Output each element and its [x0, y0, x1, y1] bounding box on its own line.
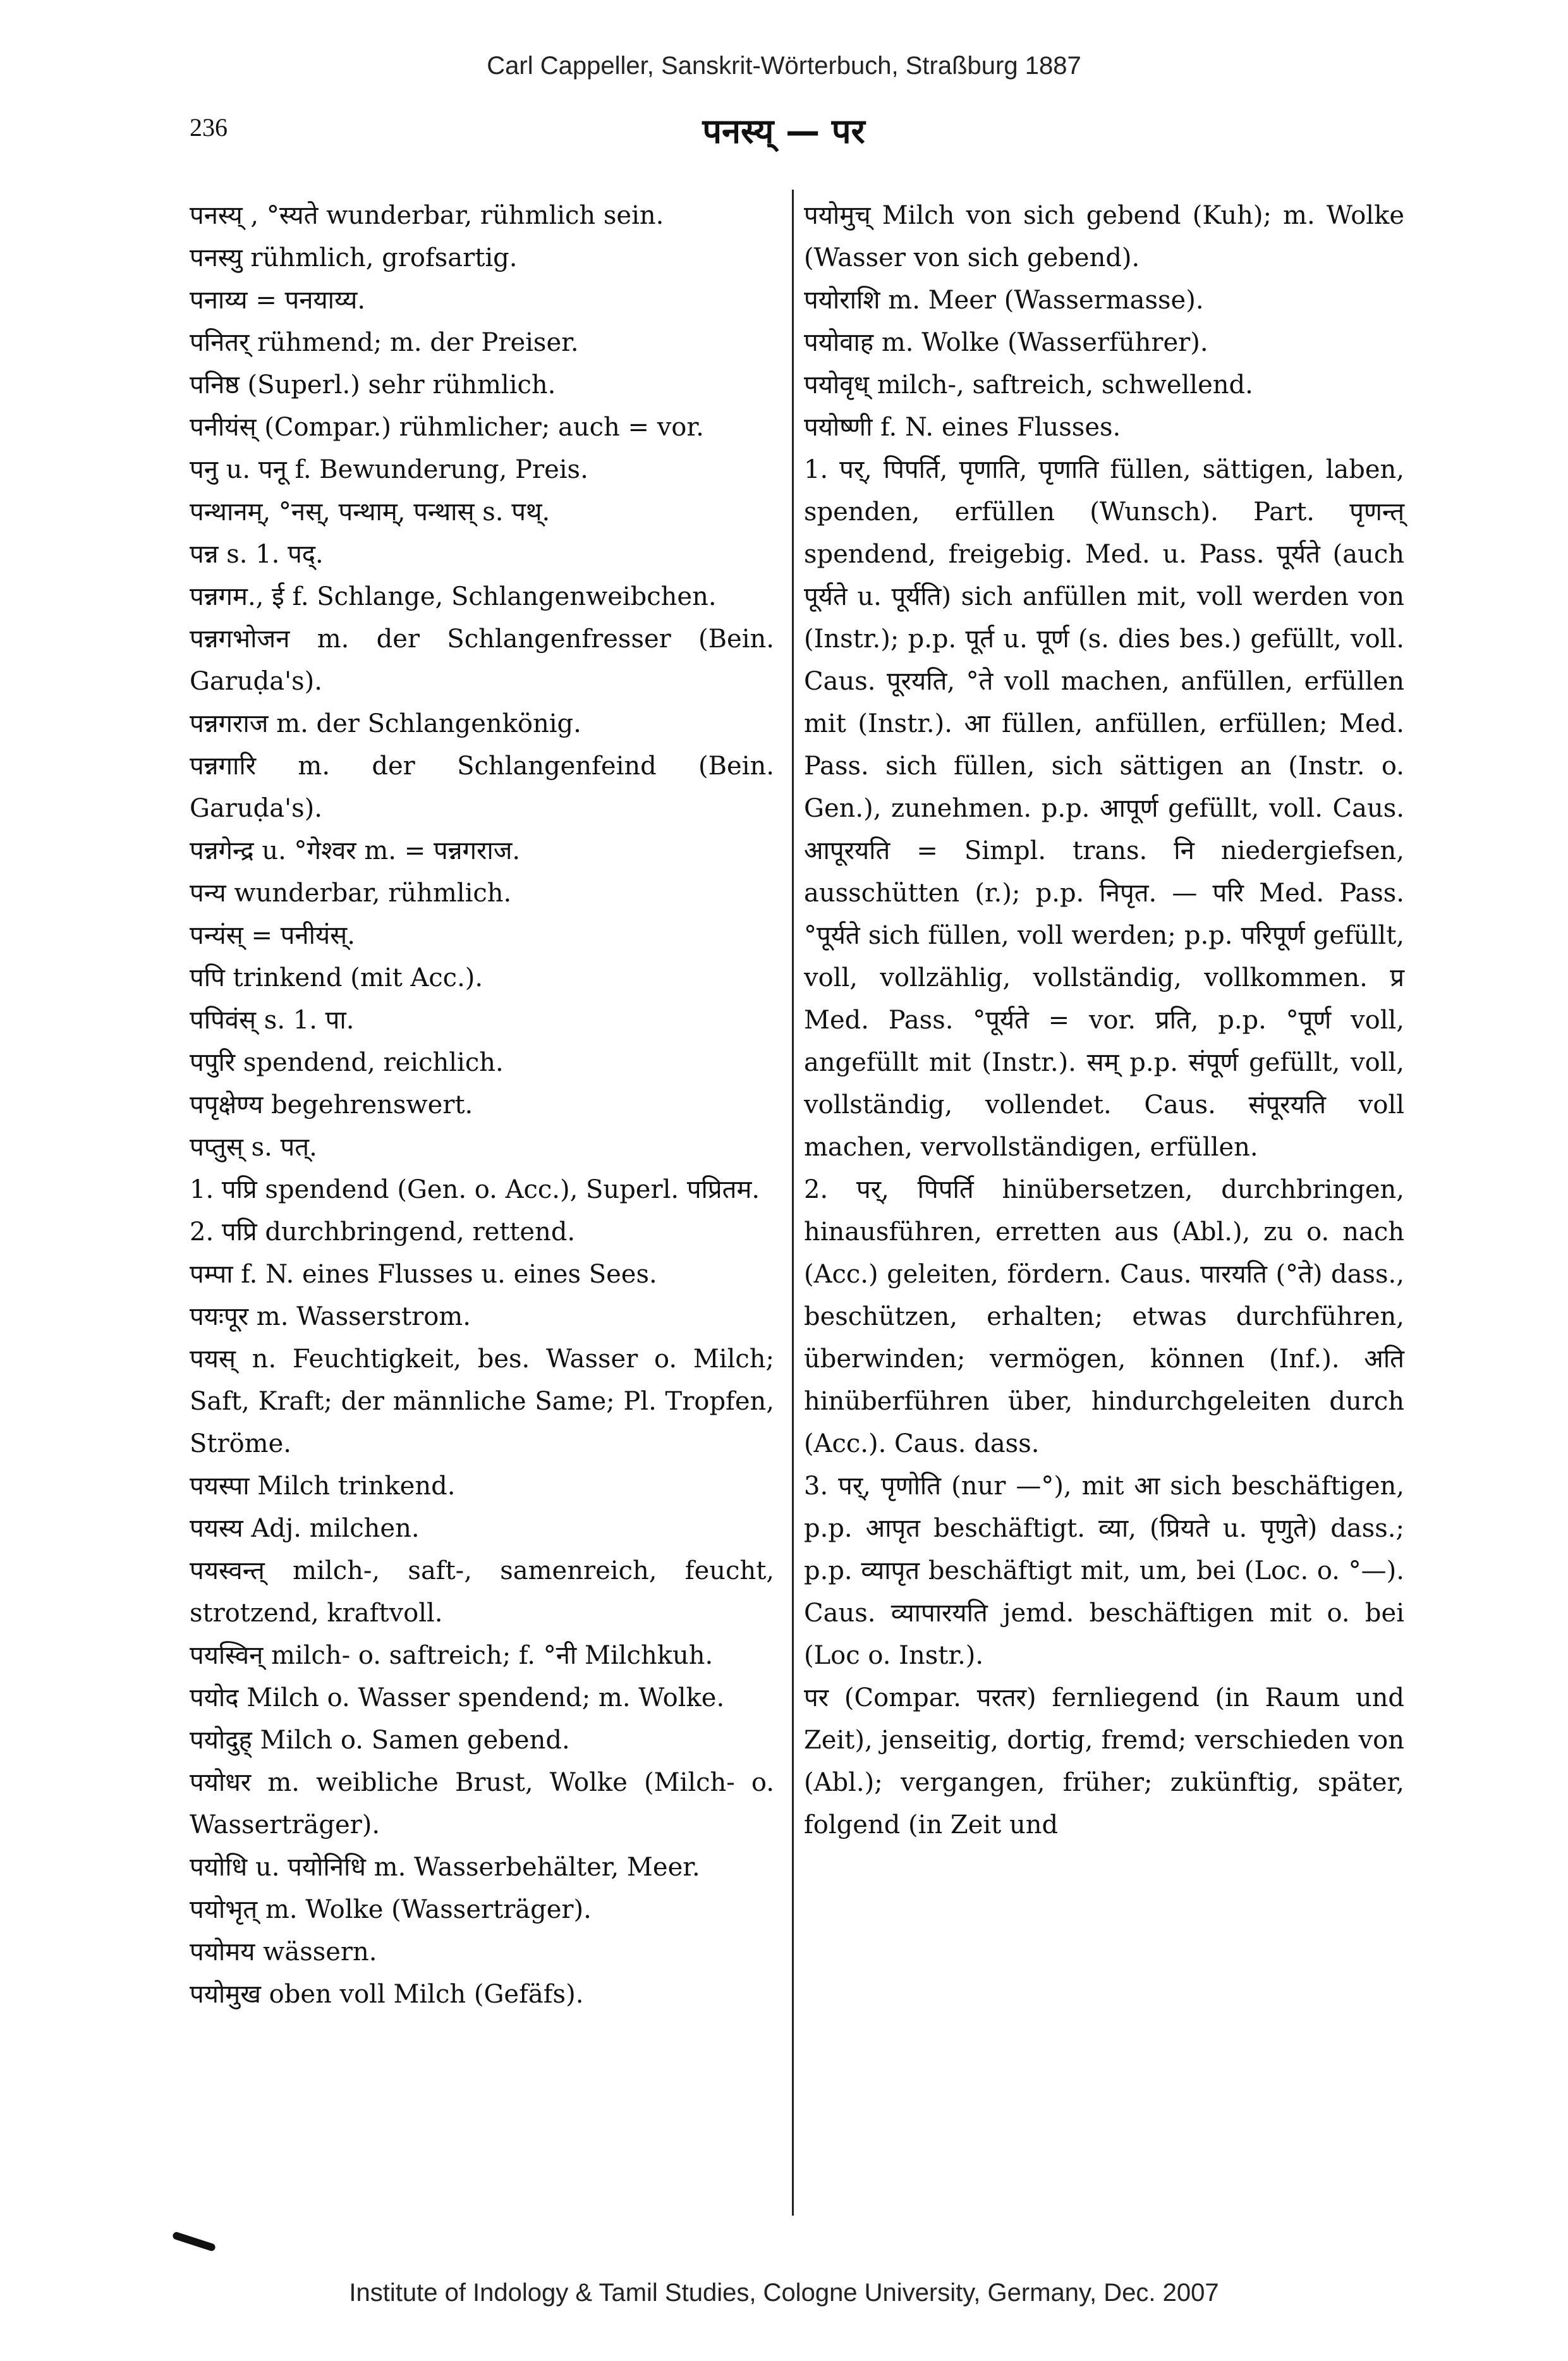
dictionary-entry: पन्नगेन्द्र u. °गेश्वर m. = पन्नगराज. — [190, 836, 521, 865]
dictionary-entry: पपिवंस् s. 1. पा. — [190, 1006, 355, 1035]
dictionary-entry: पन्य wunderbar, rühmlich. — [190, 879, 512, 908]
dictionary-entry: पनस्यु rühmlich, grofsartig. — [190, 243, 518, 272]
dictionary-entry: पयःपूर m. Wasserstrom. — [190, 1302, 471, 1331]
dictionary-entry: पपुरि spendend, reichlich. — [190, 1048, 504, 1077]
dictionary-entry: पप्तुस् s. पत्. — [190, 1133, 317, 1162]
left-column — [190, 195, 774, 2016]
dictionary-entry: पपृक्षेण्य begehrenswert. — [190, 1090, 473, 1119]
dictionary-entry: पन्नगम., ई f. Schlange, Schlangenweibchen. — [190, 582, 717, 611]
dictionary-entry: पयोवाह m. Wolke (Wasserführer). — [804, 328, 1208, 357]
dictionary-entry: पपि trinkend (mit Acc.). — [190, 963, 483, 992]
dictionary-entry: पयस्वन्त् milch-, saft-, samenreich, feucht, strotzend, kraftvoll. — [190, 1556, 774, 1628]
dictionary-entry: 2. पप्रि durchbringend, rettend. — [190, 1217, 576, 1247]
footer-credit: Institute of Indology & Tamil Studies, Cologne University, Germany, Dec. 2007 — [349, 2279, 1219, 2307]
dictionary-entry: 3. पर्, पृणोति (nur —°), mit आ sich beschäftigen, p.p. आपृत beschäftigt. व्या, (प्रियते u. पृणुते) dass.; p.p. व्यापृत beschäftigt mit, um, bei (Loc. o. °—). Caus. व्यापारयति jemd. beschäftigen mit o. bei (Loc o. Instr.). — [804, 1472, 1404, 1670]
dictionary-entry: 1. पर्, पिपर्ति, पृणाति, पृणाति füllen, sättigen, laben, spenden, erfüllen (Wunsch). Part. पृणन्त् spendend, freigebig. Med. u. Pass. पूर्यते (auch पूर्यते u. पूर्यति) sich anfüllen mit, voll werden von (Instr.); p.p. पूर्त u. पूर्ण (s. dies bes.) gefüllt, voll. Caus. पूरयति, °ते voll machen, anfüllen, erfüllen mit (Instr.). आ füllen, anfüllen, erfüllen; Med. Pass. sich füllen, sich sättigen an (Instr. o. Gen.), zunehmen. p.p. आपूर्ण gefüllt, voll. Caus. आपूरयति = Simpl. trans. नि niedergiefsen, ausschütten (r.); p.p. निपृत. — परि Med. Pass. °पूर्यते sich füllen, voll werden; p.p. परिपूर्ण gefüllt, voll, vollzählig, vollständig, vollkommen. प्र Med. Pass. °पूर्यते = vor. प्रति, p.p. °पूर्ण voll, angefüllt mit (Instr.). सम् p.p. संपूर्ण gefüllt, voll, vollständig, vollendet. Caus. संपूरयति voll machen, vervollständigen, erfüllen. — [804, 455, 1404, 1162]
dictionary-entry: पम्पा f. N. eines Flusses u. eines Sees. — [190, 1260, 657, 1289]
dictionary-entry: पयोधर m. weibliche Brust, Wolke (Milch- o. Wasserträger). — [190, 1768, 774, 1839]
dictionary-entry: पयोमुच् Milch von sich gebend (Kuh); m. Wolke (Wasser von sich gebend). — [804, 201, 1404, 272]
dictionary-entry: पन्यंस् = पनीयंस्. — [190, 921, 355, 950]
right-column — [804, 195, 1404, 1846]
dictionary-entry: 1. पप्रि spendend (Gen. o. Acc.), Superl. पप्रितम. — [190, 1175, 760, 1204]
dictionary-entry: पन्न s. 1. पद्. — [190, 540, 324, 569]
dictionary-entry: पनिष्ठ (Superl.) sehr rühmlich. — [190, 370, 556, 400]
dictionary-entry: पन्थानम्, °नस्, पन्थाम्, पन्थास् s. पथ्. — [190, 497, 550, 527]
running-head: पनस्य् — पर — [702, 111, 865, 151]
dictionary-entry: पयोष्णी f. N. eines Flusses. — [804, 413, 1121, 442]
dictionary-entry: पनु u. पनू f. Bewunderung, Preis. — [190, 455, 588, 484]
dictionary-entry: पनितर् rühmend; m. der Preiser. — [190, 328, 579, 357]
dictionary-entry: पन्नगभोजन m. der Schlangenfresser (Bein. Garuḍa's). — [190, 625, 774, 696]
dictionary-entry: पयोराशि m. Meer (Wassermasse). — [804, 286, 1204, 315]
source-credit: Carl Cappeller, Sanskrit-Wörterbuch, Straßburg 1887 — [487, 52, 1081, 80]
dictionary-entry: पनीयंस् (Compar.) rühmlicher; auch = vor. — [190, 413, 704, 442]
dictionary-entry: पर (Compar. परतर) fernliegend (in Raum und Zeit), jenseitig, dortig, fremd; verschieden von (Abl.); vergangen, früher; zukünftig, später, folgend (in Zeit und — [804, 1683, 1404, 1839]
dictionary-entry: पयोवृध् milch-, saftreich, schwellend. — [804, 370, 1253, 400]
dictionary-entry: पयोमय wässern. — [190, 1937, 377, 1967]
dictionary-entry: पयस् n. Feuchtigkeit, bes. Wasser o. Milch; Saft, Kraft; der männliche Same; Pl. Tropfen, Ströme. — [190, 1345, 774, 1458]
dictionary-entry: पयोभृत् m. Wolke (Wasserträger). — [190, 1895, 592, 1924]
dictionary-entry: पयस्पा Milch trinkend. — [190, 1472, 456, 1501]
dictionary-entry: पयोधि u. पयोनिधि m. Wasserbehälter, Meer. — [190, 1853, 700, 1882]
dictionary-entry: पन्नगारि m. der Schlangenfeind (Bein. Garuḍa's). — [190, 752, 774, 823]
dictionary-entry: पनस्य् , °स्यते wunderbar, rühmlich sein. — [190, 201, 664, 230]
dictionary-entry: पनाय्य = पनयाय्य. — [190, 286, 366, 315]
dictionary-entry: पयोद Milch o. Wasser spendend; m. Wolke. — [190, 1683, 725, 1712]
dictionary-entry: पयस्विन् milch- o. saftreich; f. °नी Milchkuh. — [190, 1641, 714, 1670]
scan-mark — [172, 2231, 216, 2252]
column-divider — [792, 190, 794, 2216]
dictionary-entry: पयोदुह् Milch o. Samen gebend. — [190, 1726, 570, 1755]
page-number: 236 — [190, 113, 228, 142]
dictionary-entry: 2. पर्, पिपर्ति hinübersetzen, durchbringen, hinausführen, erretten aus (Abl.), zu o. nach (Acc.) geleiten, fördern. Caus. पारयति (°ते) dass., beschützen, erhalten; etwas durchführen, überwinden; vermögen, können (Inf.). अति hinüberführen über, hindurchgeleiten durch (Acc.). Caus. dass. — [804, 1175, 1404, 1458]
dictionary-entry: पन्नगराज m. der Schlangenkönig. — [190, 709, 581, 738]
dictionary-entry: पयोमुख oben voll Milch (Gefäfs). — [190, 1980, 584, 2009]
dictionary-entry: पयस्य Adj. milchen. — [190, 1514, 420, 1543]
